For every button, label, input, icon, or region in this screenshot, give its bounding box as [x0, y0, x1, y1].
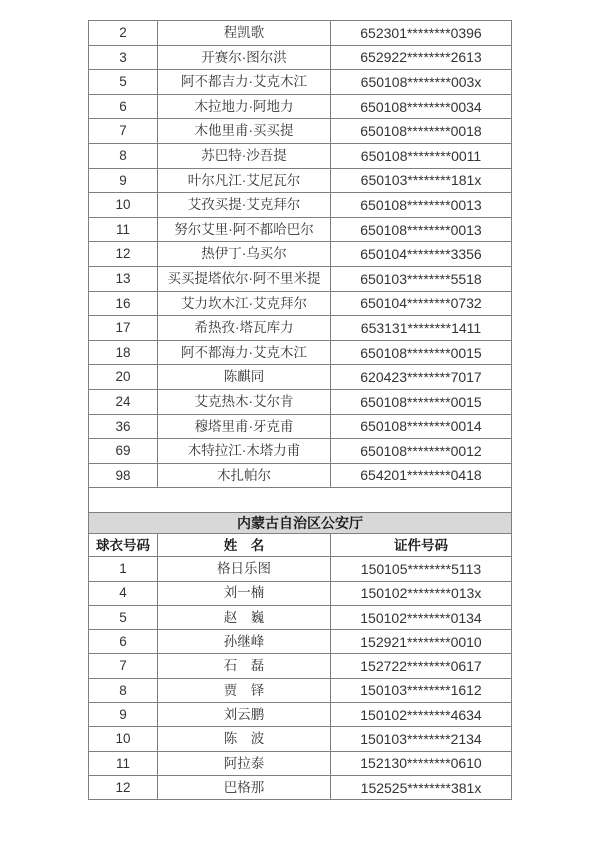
jersey-number-cell: 5: [119, 74, 127, 90]
jersey-number-cell: 36: [115, 418, 131, 434]
player-name-cell: 穆塔里甫·牙克甫: [157, 415, 330, 439]
id-number-cell: 650108********0011: [330, 144, 511, 168]
player-name-cell: 巴格那: [157, 776, 330, 799]
player-name-cell: 格日乐图: [157, 557, 330, 580]
table-row: [88, 654, 512, 678]
id-number-cell: 650108********0013: [330, 218, 511, 242]
table-row: [88, 292, 512, 317]
jersey-number-cell: 98: [115, 467, 131, 483]
table-row: [88, 193, 512, 218]
player-name-cell: 陈 波: [157, 727, 330, 750]
id-number-cell: 620423********7017: [330, 365, 511, 389]
id-number-cell: 650104********0732: [330, 292, 511, 316]
inner-mongolia-rows: [88, 557, 512, 800]
jersey-number-cell: 69: [115, 443, 131, 459]
player-name-cell: 孙继峰: [157, 630, 330, 653]
table-row: [88, 21, 512, 46]
jersey-number-cell: 1: [119, 561, 127, 577]
jersey-number-cell: 10: [115, 197, 131, 213]
id-number-cell: 650108********0034: [330, 95, 511, 119]
jersey-number-cell: 20: [115, 369, 131, 385]
player-name-cell: 艾孜买提·艾克拜尔: [157, 193, 330, 217]
table-row: [88, 365, 512, 390]
player-name-cell: 苏巴特·沙吾提: [157, 144, 330, 168]
roster-tables: [88, 20, 512, 800]
player-name-cell: 开赛尔·图尔洪: [157, 46, 330, 70]
id-number-cell: 650108********0018: [330, 119, 511, 143]
id-number-cell: 150103********1612: [330, 679, 511, 702]
player-name-cell: 木特拉江·木塔力甫: [157, 439, 330, 463]
player-name-cell: 努尔艾里·阿不都哈巴尔: [157, 218, 330, 242]
id-number-cell: 150102********4634: [330, 703, 511, 726]
player-name-cell: 阿拉泰: [157, 752, 330, 775]
player-name-cell: 赵 巍: [157, 606, 330, 629]
jersey-number-cell: 10: [115, 731, 131, 747]
table-row: [88, 464, 512, 489]
column-header-name: 姓 名: [157, 534, 330, 556]
player-name-cell: 木扎帕尔: [157, 464, 330, 488]
jersey-number-cell: 7: [119, 658, 127, 674]
player-name-cell: 艾力坎木江·艾克拜尔: [157, 292, 330, 316]
id-number-cell: 152921********0010: [330, 630, 511, 653]
player-name-cell: 叶尔凡江·艾尼瓦尔: [157, 169, 330, 193]
jersey-number-cell: 6: [119, 98, 127, 114]
jersey-number-cell: 17: [115, 320, 131, 336]
player-name-cell: 艾克热木·艾尔肯: [157, 390, 330, 414]
table-row: [88, 169, 512, 194]
table-row: [88, 439, 512, 464]
player-name-cell: 木他里甫·买买提: [157, 119, 330, 143]
table-row: [88, 242, 512, 267]
player-name-cell: 程凯歌: [157, 21, 330, 45]
jersey-number-cell: 12: [115, 246, 131, 262]
id-number-cell: 150103********2134: [330, 727, 511, 750]
id-number-cell: 150105********5113: [330, 557, 511, 580]
player-name-cell: 石 磊: [157, 654, 330, 677]
table-row: [88, 606, 512, 630]
jersey-number-cell: 9: [119, 172, 127, 188]
table-row: [88, 144, 512, 169]
id-number-cell: 650104********3356: [330, 242, 511, 266]
id-number-cell: 654201********0418: [330, 464, 511, 488]
player-name-cell: 希热孜·塔瓦库力: [157, 316, 330, 340]
jersey-number-cell: 16: [115, 295, 131, 311]
jersey-number-cell: 3: [119, 49, 127, 65]
jersey-number-cell: 2: [119, 25, 127, 41]
player-name-cell: 木拉地力·阿地力: [157, 95, 330, 119]
id-number-cell: 652922********2613: [330, 46, 511, 70]
jersey-number-cell: 9: [119, 706, 127, 722]
table-row: [88, 703, 512, 727]
id-number-cell: 650103********5518: [330, 267, 511, 291]
table-row: [88, 390, 512, 415]
id-number-cell: 652301********0396: [330, 21, 511, 45]
table-row: [88, 46, 512, 71]
column-header-jersey-number: 球衣号码: [96, 537, 150, 553]
table-gap-row: [88, 488, 512, 512]
column-header-id-number: 证件号码: [330, 534, 511, 556]
table-row: [88, 582, 512, 606]
player-name-cell: 刘云鹏: [157, 703, 330, 726]
table-row: [88, 630, 512, 654]
player-name-cell: 阿不都海力·艾克木江: [157, 341, 330, 365]
jersey-number-cell: 8: [119, 148, 127, 164]
jersey-number-cell: 8: [119, 682, 127, 698]
table-row: [88, 557, 512, 581]
id-number-cell: 650108********0013: [330, 193, 511, 217]
table-row: [88, 415, 512, 440]
id-number-cell: 653131********1411: [330, 316, 511, 340]
jersey-number-cell: 18: [115, 344, 131, 360]
jersey-number-cell: 7: [119, 123, 127, 139]
table-row: [88, 752, 512, 776]
player-name-cell: 热伊丁·乌买尔: [157, 242, 330, 266]
inner-mongolia-section: [88, 512, 512, 800]
player-name-cell: 陈麒同: [157, 365, 330, 389]
jersey-number-cell: 11: [115, 755, 130, 771]
id-number-cell: 650108********0014: [330, 415, 511, 439]
table-row: [88, 95, 512, 120]
table-row: [88, 119, 512, 144]
id-number-cell: 152722********0617: [330, 654, 511, 677]
player-name-cell: 买买提塔依尔·阿不里米提: [157, 267, 330, 291]
id-number-cell: 150102********013x: [330, 582, 511, 605]
jersey-number-cell: 13: [115, 270, 131, 286]
player-name-cell: 刘一楠: [157, 582, 330, 605]
id-number-cell: 650108********003x: [330, 70, 511, 94]
table-row: [88, 341, 512, 366]
table-row: [88, 267, 512, 292]
player-name-cell: 贾 铎: [157, 679, 330, 702]
id-number-cell: 650108********0015: [330, 390, 511, 414]
id-number-cell: 650108********0012: [330, 439, 511, 463]
column-header-row: [88, 534, 512, 557]
table-row: [88, 316, 512, 341]
section-title: 内蒙古自治区公安厅: [88, 512, 512, 534]
player-name-cell: 阿不都吉力·艾克木江: [157, 70, 330, 94]
table-row: [88, 679, 512, 703]
table-row: [88, 727, 512, 751]
jersey-number-cell: 12: [115, 779, 131, 795]
jersey-number-cell: 11: [115, 221, 130, 237]
table-row: [88, 776, 512, 800]
id-number-cell: 650103********181x: [330, 169, 511, 193]
jersey-number-cell: 5: [119, 609, 127, 625]
id-number-cell: 152130********0610: [330, 752, 511, 775]
upper-roster-table: [88, 20, 512, 488]
id-number-cell: 150102********0134: [330, 606, 511, 629]
id-number-cell: 650108********0015: [330, 341, 511, 365]
id-number-cell: 152525********381x: [330, 776, 511, 799]
table-row: [88, 70, 512, 95]
jersey-number-cell: 6: [119, 634, 127, 650]
jersey-number-cell: 4: [119, 585, 127, 601]
table-row: [88, 218, 512, 243]
jersey-number-cell: 24: [115, 393, 131, 409]
